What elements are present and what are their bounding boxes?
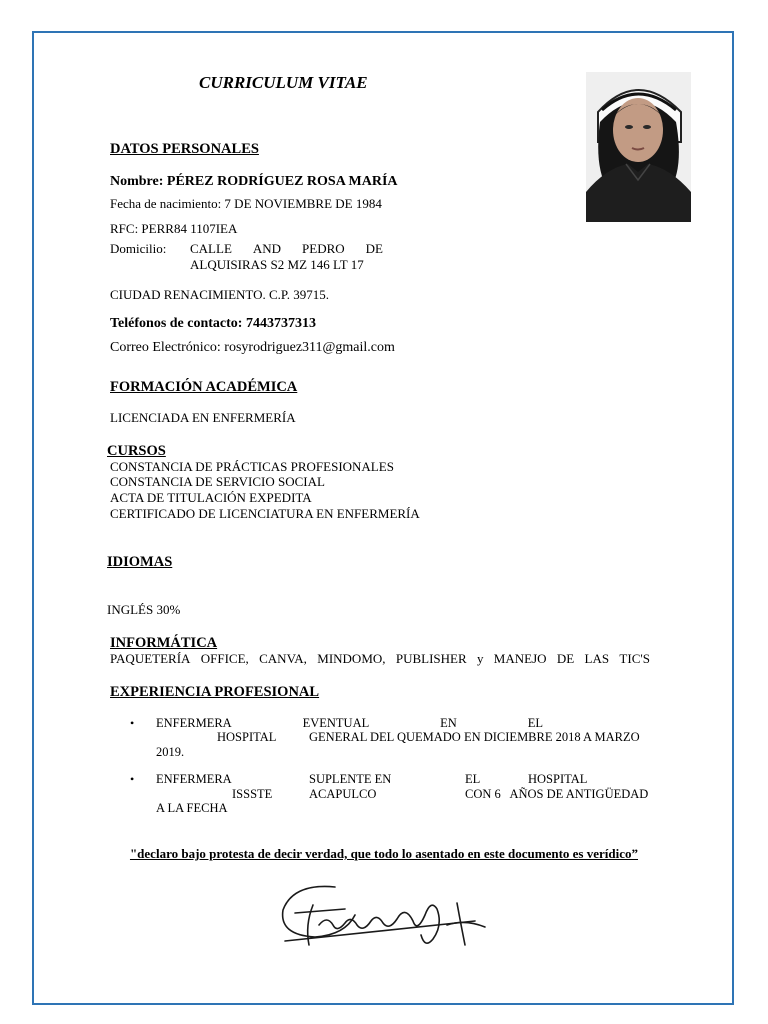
address-line-2: ALQUISIRAS S2 MZ 146 LT 17 [190,257,364,272]
heading-education: FORMACIÓN ACADÉMICA [110,379,298,395]
job-word: EL [527,716,543,730]
heading-experience: EXPERIENCIA PROFESIONAL [110,684,320,700]
document-title: CURRICULUM VITAE [199,73,368,92]
course-item: CONSTANCIA DE SERVICIO SOCIAL [110,474,325,489]
skill-word: MANEJO [493,651,547,666]
bullet-icon: • [130,772,135,786]
name-line [110,174,398,190]
computing-skills [110,651,650,667]
skill-word: MINDOMO, [317,651,386,666]
name-label: Nombre: [110,174,164,189]
skill-word: PUBLISHER [395,651,467,666]
job1-line-2a: HOSPITAL [217,730,277,744]
job2-word: CON 6 AÑOS DE ANTIGÜEDAD [465,787,649,801]
course-item: CONSTANCIA DE PRÁCTICAS PROFESIONALES [110,459,394,474]
city: CIUDAD RENACIMIENTO. C.P. 39715. [110,287,329,302]
profile-photo [586,72,691,222]
address-word: PEDRO [302,241,345,256]
course-item: ACTA DE TITULACIÓN EXPEDITA [110,490,312,505]
job-word: EVENTUAL [302,716,370,730]
job2-line-3: A LA FECHA [156,801,228,815]
job2-word: HOSPITAL [528,772,588,786]
course-item: CERTIFICADO DE LICENCIATURA EN ENFERMERÍA [110,506,420,521]
job-word: ENFERMERA [156,716,232,730]
job2-word: SUPLENTE EN [309,772,392,786]
rfc: RFC: PERR84 1107IEA [110,221,238,236]
skill-word: PAQUETERÍA [110,651,191,666]
skill-word: CANVA, [259,651,307,666]
skill-word: y [476,651,484,666]
job1-line-1 [156,716,543,731]
address-word: AND [252,241,282,256]
job1-line-2b: GENERAL DEL QUEMADO EN DICIEMBRE 2018 A MARZO [309,730,640,744]
heading-computing: INFORMÁTICA [110,635,218,651]
full-name: PÉREZ RODRÍGUEZ ROSA MARÍA [166,174,398,189]
address-word: DE [365,241,383,256]
phone: Teléfonos de contacto: 7443737313 [110,316,316,331]
job2-word: ISSSTE [232,787,273,801]
bullet-icon: • [130,716,135,730]
job-word: EN [440,716,457,730]
skill-word: LAS [584,651,610,666]
address-label: Domicilio: [110,241,167,256]
declaration: "declaro bajo protesta de decir verdad, que todo lo asentado en este documento es verídico” [129,846,639,861]
job2-word: EL [465,772,481,786]
job1-line-3: 2019. [156,745,185,759]
job2-word: ENFERMERA [156,772,232,786]
heading-languages: IDIOMAS [107,554,173,570]
signature [275,875,490,955]
skill-word: OFFICE, [200,651,249,666]
skill-word: TIC'S [619,651,650,666]
job2-word: ACAPULCO [309,787,377,801]
address-word: CALLE [190,241,232,256]
email: Correo Electrónico: rosyrodriguez311@gmail.com [110,340,395,355]
heading-personal-data: DATOS PERSONALES [110,141,259,157]
address-line-1 [190,241,383,257]
english-level: INGLÉS 30% [107,602,181,617]
skill-word: DE [556,651,575,666]
degree: LICENCIADA EN ENFERMERÍA [110,410,296,425]
birth-date: Fecha de nacimiento: 7 DE NOVIEMBRE DE 1984 [110,196,382,211]
heading-courses: CURSOS [107,443,166,459]
